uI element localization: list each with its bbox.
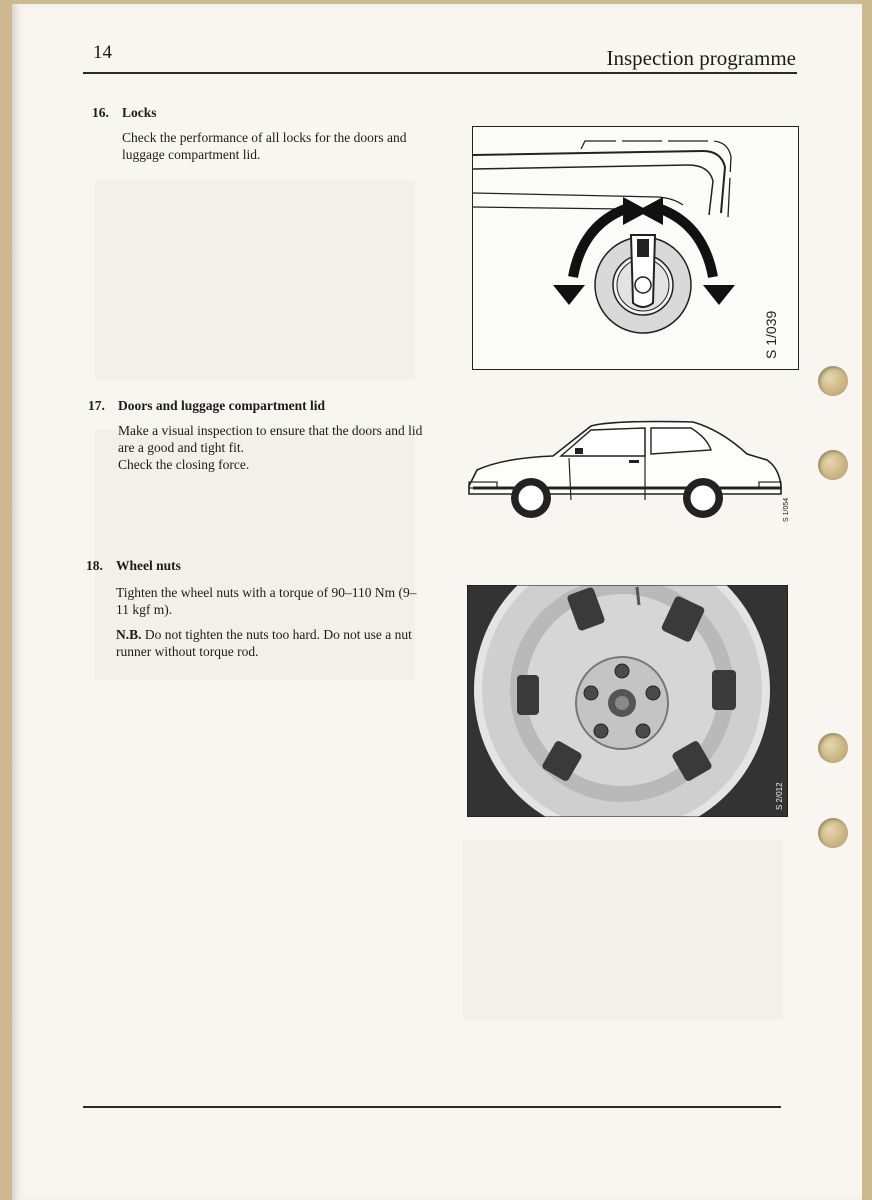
section-note: [116, 626, 426, 660]
section-heading: [88, 398, 428, 414]
section-locks: [92, 105, 432, 171]
binder-punch-hole: [818, 450, 848, 480]
page-binding-edge: [12, 4, 20, 1200]
car-side-diagram: [463, 412, 793, 532]
lock-illustration: [472, 126, 799, 370]
page-title: Inspection programme: [606, 46, 796, 70]
page-number: 14: [93, 42, 112, 63]
section-title: Locks: [122, 105, 157, 120]
wheel-photo: [467, 585, 788, 817]
figure-code: S 1/039: [763, 310, 779, 359]
section-number: 18.: [86, 558, 103, 573]
section-wheel-nuts: [86, 558, 426, 668]
section-paragraph: Tighten the wheel nuts with a torque of 90–110 Nm (9–11 kgf m).: [116, 585, 417, 617]
section-doors-lid: [88, 398, 428, 481]
show-through-ghost: [95, 180, 415, 380]
section-heading: [92, 105, 432, 121]
footer-rule: [83, 1106, 781, 1108]
section-paragraph: Check the performance of all locks for the doors and luggage compartment lid.: [122, 130, 407, 162]
section-paragraph: Check the closing force.: [118, 457, 250, 472]
lock-diagram: [473, 127, 798, 369]
binder-punch-hole: [818, 818, 848, 848]
section-number: 16.: [92, 105, 109, 120]
figure-code: S 2/012: [775, 782, 784, 810]
nb-label: N.B.: [116, 627, 142, 642]
section-heading: [86, 558, 426, 574]
section-title: Doors and luggage compartment lid: [118, 398, 325, 413]
figure-code: S 1/054: [783, 497, 790, 522]
section-title: Wheel nuts: [116, 558, 181, 573]
header-rule: [83, 72, 797, 74]
note-text: Do not tighten the nuts too hard. Do not use a nut runner without torque rod.: [116, 627, 412, 659]
show-through-ghost: [463, 840, 783, 1020]
binder-punch-hole: [818, 733, 848, 763]
binder-punch-hole: [818, 366, 848, 396]
section-paragraph: Make a visual inspection to ensure that the doors and lid are a good and tight fit.: [118, 423, 423, 455]
wheel-rim-image: [467, 585, 788, 817]
section-number: 17.: [88, 398, 105, 413]
car-illustration: [463, 412, 793, 532]
